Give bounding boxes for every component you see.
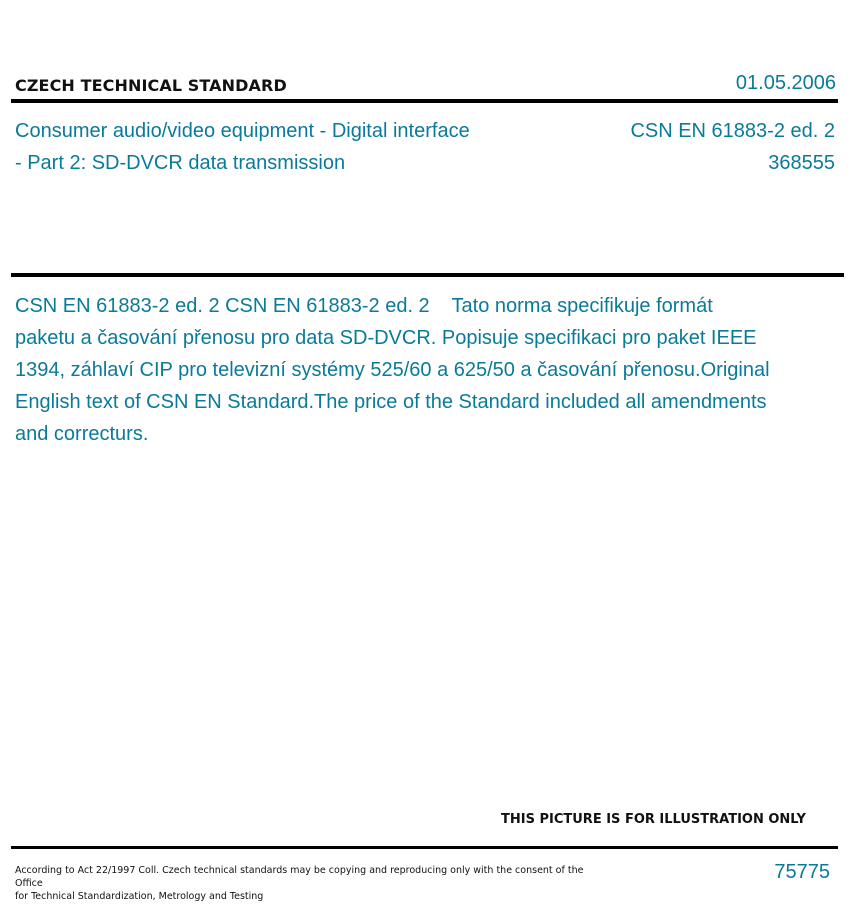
standard-description: [15, 290, 775, 450]
legal-notice-line-2: for Technical Standardization, Metrology and Testing: [15, 891, 264, 902]
illustration-notice: THIS PICTURE IS FOR ILLUSTRATION ONLY: [501, 812, 806, 827]
section-divider: [11, 273, 844, 277]
standard-identifiers: [630, 115, 835, 179]
publication-date: 01.05.2006: [735, 72, 836, 94]
standard-title-line-2: - Part 2: SD-DVCR data transmission: [15, 152, 346, 174]
catalog-number: 368555: [768, 152, 835, 174]
standard-type-label: CZECH TECHNICAL STANDARD: [15, 76, 287, 95]
header-divider: [11, 99, 838, 103]
standard-title: [15, 115, 535, 179]
footer-divider: [11, 846, 838, 849]
legal-notice-line-1: According to Act 22/1997 Coll. Czech technical standards may be copying and reproducing only with the consent of the Office: [15, 865, 584, 889]
legal-notice: [15, 864, 595, 903]
standard-code: CSN EN 61883-2 ed. 2: [630, 120, 835, 142]
product-number: 75775: [774, 861, 830, 883]
description-text: CSN EN 61883-2 ed. 2 CSN EN 61883-2 ed. 2 Tato norma specifikuje formát paketu a časování přenosu pro data SD-DVCR. Popisuje specifikaci pro paket IEEE 1394, záhlaví CIP pro televizní systémy 525/60 a 625/50 a časování přenosu.Original English text of CSN EN Standard.The price of the Standard included all amendments and correcturs.: [15, 295, 776, 445]
standard-title-line-1: Consumer audio/video equipment - Digital interface: [15, 120, 470, 142]
